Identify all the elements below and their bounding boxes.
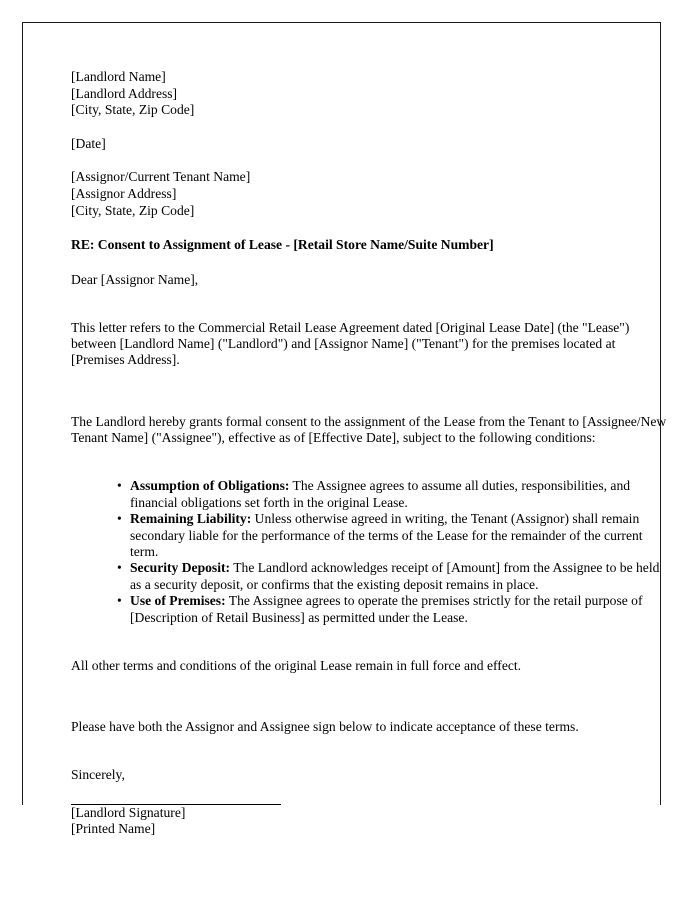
assignor-address-line: [Assignor Address] bbox=[71, 185, 177, 201]
list-item bbox=[117, 560, 669, 593]
assignor-city-state-zip-line: [City, State, Zip Code] bbox=[71, 202, 195, 218]
assignor-name-line: [Assignor/Current Tenant Name] bbox=[71, 169, 251, 185]
spacer bbox=[71, 219, 669, 237]
landlord-city-state-zip-line: [City, State, Zip Code] bbox=[71, 102, 195, 118]
date-line: [Date] bbox=[71, 135, 106, 151]
condition-text: The Landlord acknowledges receipt of [Amount] from the Assignee to be held as a security deposit, or confirms that the existing deposit remains in place. bbox=[130, 560, 660, 592]
list-item bbox=[117, 511, 669, 560]
spacer bbox=[71, 688, 669, 706]
spacer bbox=[71, 626, 669, 644]
spacer bbox=[71, 784, 669, 804]
condition-term: Use of Premises: bbox=[130, 593, 226, 609]
paragraph-signature-request: Please have both the Assignor and Assignee sign below to indicate acceptance of these terms. bbox=[71, 719, 579, 735]
list-item bbox=[117, 593, 669, 626]
assignor-address-block bbox=[71, 169, 669, 219]
condition-term: Remaining Liability: bbox=[130, 511, 252, 527]
spacer bbox=[71, 382, 669, 400]
landlord-address-line: [Landlord Address] bbox=[71, 85, 178, 101]
landlord-name-line: [Landlord Name] bbox=[71, 69, 166, 84]
conditions-list bbox=[71, 478, 669, 626]
condition-term: Assumption of Obligations: bbox=[130, 478, 290, 494]
spacer bbox=[71, 749, 669, 767]
condition-text: The Assignee agrees to operate the premises strictly for the retail purpose of [Description of Retail Business] as permitted under the Lease. bbox=[130, 593, 643, 625]
document-page bbox=[22, 22, 667, 837]
spacer bbox=[71, 460, 669, 478]
condition-text: The Assignee agrees to assume all duties, responsibilities, and financial obligations set forth in the original Lease. bbox=[130, 478, 631, 510]
condition-term: Security Deposit: bbox=[130, 560, 231, 576]
salutation: Dear [Assignor Name], bbox=[71, 271, 199, 287]
landlord-signature-label: [Landlord Signature] bbox=[71, 804, 186, 820]
spacer bbox=[71, 254, 669, 272]
paragraph-other-terms: All other terms and conditions of the original Lease remain in full force and effect. bbox=[71, 657, 522, 673]
condition-text: Unless otherwise agreed in writing, the Tenant (Assignor) shall remain secondary liable for the performance of the terms of the Lease for the remainder of the current term. bbox=[130, 511, 643, 559]
paragraph-consent-grant: The Landlord hereby grants formal consent to the assignment of the Lease from the Tenant to [Assignee/New Tenant Name] ("Assignee"), effective as of [Effective Date], subject to the following conditions: bbox=[71, 413, 667, 446]
list-item bbox=[117, 478, 669, 511]
closing: Sincerely, bbox=[71, 767, 125, 783]
subject-line: RE: Consent to Assignment of Lease - [Retail Store Name/Suite Number] bbox=[71, 237, 494, 253]
spacer bbox=[71, 119, 669, 136]
paragraph-lease-reference: This letter refers to the Commercial Retail Lease Agreement dated [Original Lease Date] (the "Lease") between [Landlord Name] ("Landlord") and [Assignor Name] ("Tenant") for the premises located at [Premises Address]. bbox=[71, 319, 630, 368]
landlord-address-block bbox=[71, 69, 669, 119]
letter-body bbox=[71, 69, 669, 838]
printed-name-label: [Printed Name] bbox=[71, 821, 156, 837]
spacer bbox=[71, 152, 669, 169]
spacer bbox=[71, 288, 669, 306]
